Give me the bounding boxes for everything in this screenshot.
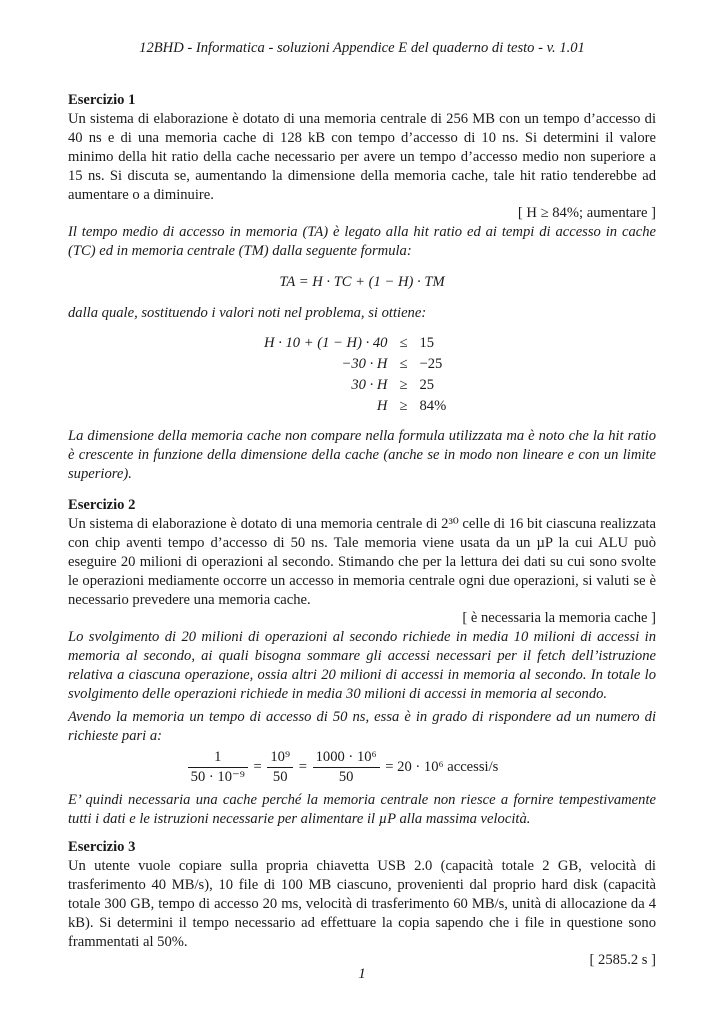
exercise-2: [68, 496, 656, 828]
exercise-2-solution-conclusion: E’ quindi necessaria una cache perché la memoria centrale non riesce a fornire tempestivamente tutti i dati e le istruzioni necessarie per alimentare il µP alla massima velocità.: [68, 791, 656, 827]
inequality-lhs: 30 · H: [351, 377, 388, 394]
inequality-rhs: 25: [419, 377, 435, 394]
exercise-1-formula: TA = H · TC + (1 − H) · TM: [279, 274, 445, 291]
fraction-denominator: 50: [267, 767, 293, 787]
exercise-2-answer: [ è necessaria la memoria cache ]: [462, 610, 656, 627]
equals-sign: =: [253, 758, 262, 775]
exercise-1-solution-intro: Il tempo medio di accesso in memoria (TA) è legato alla hit ratio ed ai tempi di accesso in cache (TC) ed in memoria centrale (TM) dalla seguente formula:: [68, 224, 656, 260]
inequality-rhs: −25: [419, 356, 443, 373]
exercise-2-text: Un sistema di elaborazione è dotato di una memoria centrale di 2³⁰ celle di 16 bit ciascuna realizzata con chip aventi tempo d’accesso di 50 ns. Tale memoria viene usata da un µP la cui ALU può eseguire 20 milioni di operazioni al secondo. Stimando che per la lettura dei dati su cui sono svolte le operazioni mediamente occorre un accesso in memoria centrale ogni due operazioni, si valuti se è necessario prevedere una memoria cache.: [68, 515, 656, 608]
exercise-1-inequalities: [258, 333, 452, 417]
exercise-3-title: Esercizio 3: [68, 839, 136, 855]
fraction-numerator: 1: [214, 748, 222, 765]
inequality-lhs: H: [376, 398, 388, 415]
inequality-op: ≤: [399, 335, 408, 352]
inequality-op: ≤: [399, 356, 408, 373]
fraction-2: [267, 748, 293, 787]
fraction-denominator: 50: [313, 767, 380, 787]
exercise-2-formula: [28, 748, 656, 787]
inequality-row: [258, 333, 452, 354]
inequality-rhs: 84%: [419, 398, 447, 415]
inequality-row: [258, 354, 452, 375]
exercise-1: [68, 91, 656, 484]
fraction-3: [313, 748, 380, 787]
exercise-1-text: Un sistema di elaborazione è dotato di una memoria centrale di 256 MB con un tempo d’accesso di 40 ns e di una memoria cache di 128 kB con tempo d’accesso di 10 ns. Si determini il valore minimo della hit ratio della cache necessario per avere un tempo d’accesso medio non superiore a 15 ns. Si discuta se, aumentando la dimensione della memoria cache, tale hit ratio tenderebbe ad aumentare o a diminuire.: [68, 110, 656, 203]
exercise-1-solution-substitution: dalla quale, sostituendo i valori noti nel problema, si ottiene:: [68, 305, 427, 322]
formula-result: 20 · 10⁶ accessi/s: [397, 758, 499, 775]
equals-sign: =: [385, 758, 394, 775]
fraction-numerator: 1000 · 10⁶: [315, 748, 377, 765]
exercise-3: [68, 838, 656, 970]
exercise-1-solution-conclusion: La dimensione della memoria cache non compare nella formula utilizzata ma è noto che la hit ratio è crescente in funzione della dimensione della cache (anche se in modo non lineare e con un limite superiore).: [68, 427, 656, 482]
page-number: 1: [358, 966, 366, 982]
exercise-1-answer: [ H ≥ 84%; aumentare ]: [517, 205, 656, 222]
inequality-lhs: −30 · H: [341, 356, 388, 373]
exercise-2-title: Esercizio 2: [68, 497, 136, 513]
inequality-lhs: H · 10 + (1 − H) · 40: [264, 335, 388, 352]
exercise-1-title: Esercizio 1: [68, 92, 136, 108]
exercise-3-text: Un utente vuole copiare sulla propria chiavetta USB 2.0 (capacità totale 2 GB, velocità di trasferimento 40 MB/s), 10 file di 100 MB ciascuno, provenienti dal proprio hard disk (capacità totale 300 GB, tempo di accesso 20 ms, velocità di trasferimento 60 MB/s, unità di allocazione da 4 kB). Si determini il tempo necessario ad effettuare la copia sapendo che i file in questione sono frammentati al 50%.: [68, 857, 656, 950]
page-header: 12BHD - Informatica - soluzioni Appendice E del quaderno di testo - v. 1.01: [139, 40, 585, 56]
inequality-op: ≥: [399, 398, 408, 415]
fraction-denominator: 50 · 10⁻⁹: [188, 767, 248, 787]
inequality-row: [258, 396, 452, 417]
fraction-numerator: 10⁹: [270, 748, 291, 765]
fraction-1: [188, 748, 248, 787]
exercise-2-solution-rate-intro: Avendo la memoria un tempo di accesso di 50 ns, essa è in grado di rispondere ad un numero di richieste pari a:: [68, 708, 656, 744]
inequality-rhs: 15: [419, 335, 435, 352]
exercise-3-answer: [ 2585.2 s ]: [589, 952, 656, 969]
inequality-row: [258, 375, 452, 396]
exercise-2-solution-accesses: Lo svolgimento di 20 milioni di operazioni al secondo richiede in media 10 milioni di accessi in memoria al secondo, ai quali bisogna sommare gli accessi necessari per il fetch dell’istruzione relativa a ciascuna operazione, ossia altri 20 milioni di accessi in memoria al secondo. In totale lo svolgimento delle operazioni richiede in media 30 milioni di accessi in memoria al secondo.: [68, 629, 656, 703]
equals-sign: =: [298, 758, 307, 775]
inequality-op: ≥: [399, 377, 408, 394]
